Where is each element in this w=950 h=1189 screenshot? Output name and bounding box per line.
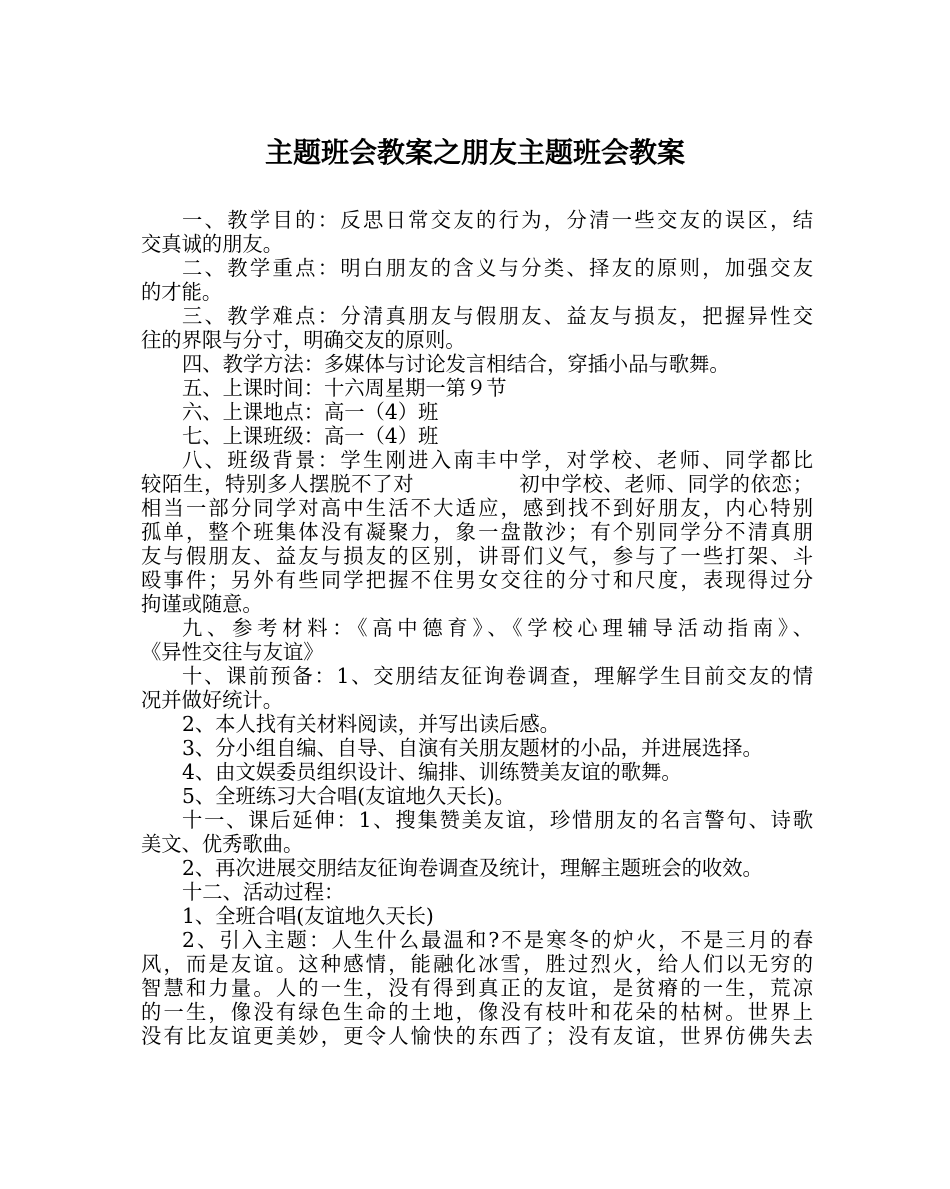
paragraph-line: 二、教学重点：明白朋友的含义与分类、择友的原则，加强交友 <box>182 256 813 280</box>
paragraph-line: 3、分小组自编、自导、自演有关朋友题材的小品，并进展选择。 <box>182 736 763 760</box>
paragraph-line: 2、本人找有关材料阅读，并写出读后感。 <box>182 712 560 736</box>
paragraph-line: 4、由文娱委员组织设计、编排、训练赞美友谊的歌舞。 <box>182 760 682 784</box>
paragraph-line: 三、教学难点：分清真朋友与假朋友、益友与损友，把握异性交 <box>182 304 813 328</box>
paragraph-line: 六、上课地点：高一（4）班 <box>182 400 439 424</box>
paragraph-line: 四、教学方法：多媒体与讨论发言相结合，穿插小品与歌舞。 <box>182 352 730 376</box>
paragraph-line: 九、参考材料：《高中德育》、《学校心理辅导活动指南》、 <box>182 616 813 640</box>
paragraph-line: 往的界限与分寸，明确交友的原则。 <box>141 328 466 352</box>
paragraph-line: 1、全班合唱(友谊地久天长) <box>182 904 434 928</box>
paragraph-line: 十一、课后延伸：1、搜集赞美友谊，珍惜朋友的名言警句、诗歌 <box>182 808 813 832</box>
paragraph-line: 十、课前预备：1、交朋结友征询卷调查，理解学生目前交友的情 <box>182 664 813 688</box>
paragraph-line: 五、上课时间：十六周星期一第９节 <box>182 376 507 400</box>
paragraph-line: 况并做好统计。 <box>141 688 283 712</box>
document-title: 主题班会教案之朋友主题班会教案 <box>264 136 685 169</box>
paragraph-line: 一、教学目的：反思日常交友的行为，分清一些交友的误区，结 <box>182 208 813 232</box>
paragraph-line: 八、班级背景：学生刚进入南丰中学，对学校、老师、同学都比 <box>182 448 813 472</box>
paragraph-line: 的一生，像没有绿色生命的土地，像没有枝叶和花朵的枯树。世界上 <box>141 1000 813 1024</box>
paragraph-line: 交真诚的朋友。 <box>141 232 283 256</box>
paragraph-line: 的才能。 <box>141 280 223 304</box>
paragraph-line: 较陌生，特别多人摆脱不了对 初中学校、老师、同学的依恋； <box>141 472 813 496</box>
paragraph-line: 5、全班练习大合唱(友谊地久天长)。 <box>182 784 515 808</box>
paragraph-line: 智慧和力量。人的一生，没有得到真正的友谊，是贫瘠的一生，荒凉 <box>141 976 813 1000</box>
paragraph-line: 殴事件；另外有些同学把握不住男女交往的分寸和尺度，表现得过分 <box>141 568 813 592</box>
paragraph-line: 十二、活动过程： <box>182 880 345 904</box>
paragraph-line: 相当一部分同学对高中生活不大适应，感到找不到好朋友，内心特别 <box>141 496 813 520</box>
paragraph-line: 美文、优秀歌曲。 <box>141 832 304 856</box>
paragraph-line: 拘谨或随意。 <box>141 592 263 616</box>
paragraph-line: 2、再次进展交朋结友征询卷调查及统计，理解主题班会的收效。 <box>182 856 763 880</box>
paragraph-line: 风，而是友谊。这种感情，能融化冰雪，胜过烈火，给人们以无穷的 <box>141 952 813 976</box>
paragraph-line: 七、上课班级：高一（4）班 <box>182 424 439 448</box>
paragraph-line: 友与假朋友、益友与损友的区别，讲哥们义气，参与了一些打架、斗 <box>141 544 813 568</box>
paragraph-line: 2、引入主题：人生什么最温和?不是寒冬的炉火，不是三月的春 <box>182 928 813 952</box>
paragraph-line: 没有比友谊更美妙，更令人愉快的东西了；没有友谊，世界仿佛失去 <box>141 1024 813 1048</box>
document-body <box>141 208 813 1048</box>
paragraph-line: 《异性交往与友谊》 <box>141 640 324 664</box>
paragraph-line: 孤单，整个班集体没有凝聚力，象一盘散沙；有个别同学分不清真朋 <box>141 520 813 544</box>
